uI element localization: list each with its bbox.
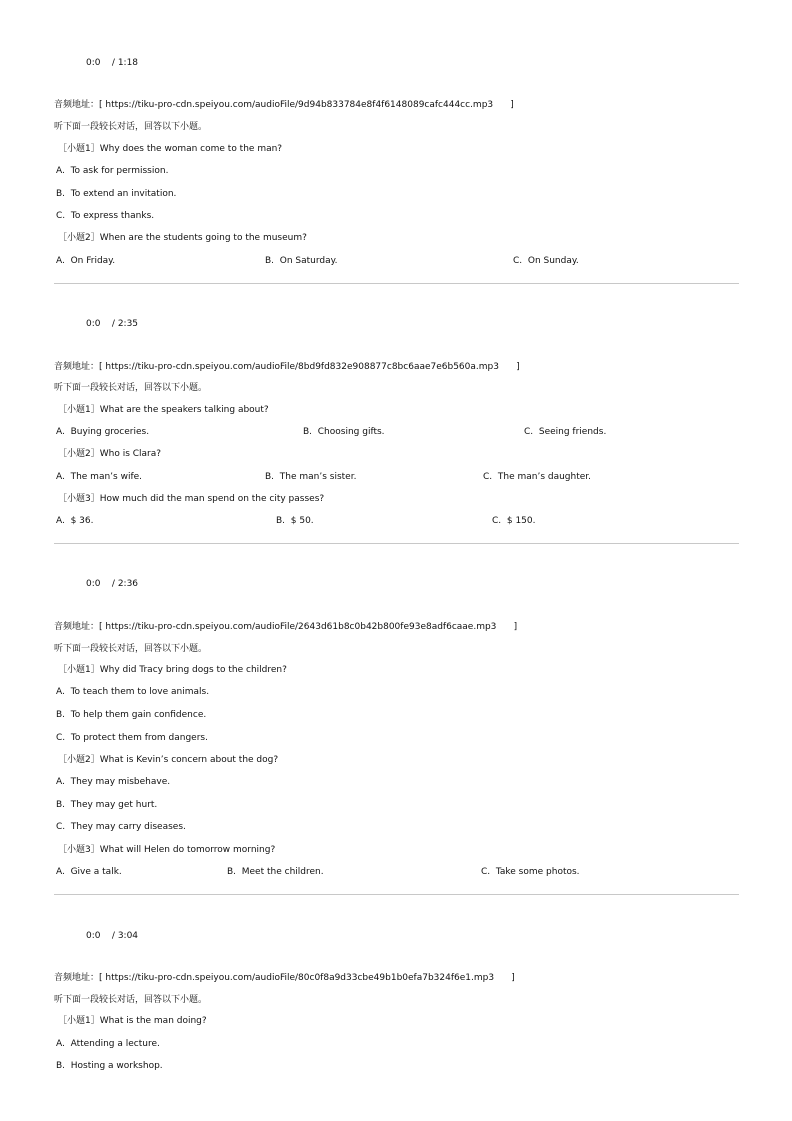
option-a[interactable]: A. $ 36. xyxy=(56,516,94,526)
instruction: 听下面一段较长对话，回答以下小题。 xyxy=(54,995,208,1005)
option-c[interactable]: C. Seeing friends. xyxy=(524,427,607,437)
question-prompt: ［小题1］Why did Tracy bring dogs to the children? xyxy=(58,665,287,675)
option-c[interactable]: C. They may carry diseases. xyxy=(56,822,186,832)
option-a[interactable]: A. The man’s wife. xyxy=(56,472,143,482)
instruction: 听下面一段较长对话，回答以下小题。 xyxy=(54,644,208,654)
option-a[interactable]: A. Give a talk. xyxy=(56,867,122,877)
option-a[interactable]: A. To teach them to love animals. xyxy=(56,687,210,697)
question-prompt: ［小题2］When are the students going to the museum? xyxy=(58,233,307,243)
section-divider xyxy=(54,894,739,895)
audio-address-label: 音频地址： xyxy=(54,362,100,372)
option-b[interactable]: B. The man’s sister. xyxy=(265,472,357,482)
option-c[interactable]: C. On Sunday. xyxy=(513,256,579,266)
option-c[interactable]: C. Take some photos. xyxy=(481,867,580,877)
instruction: 听下面一段较长对话，回答以下小题。 xyxy=(54,383,208,393)
question-prompt: ［小题2］What is Kevin’s concern about the dog? xyxy=(58,755,279,765)
audio-time: 0:0 / 2:36 xyxy=(86,579,139,589)
audio-url[interactable]: [ https://tiku-pro-cdn.speiyou.com/audioFile/8bd9fd832e908877c8bc6aae7e6b560a.mp3 ] xyxy=(99,362,520,372)
option-b[interactable]: B. They may get hurt. xyxy=(56,800,158,810)
option-a[interactable]: A. Buying groceries. xyxy=(56,427,150,437)
section-divider xyxy=(54,283,739,284)
audio-address xyxy=(54,973,515,984)
audio-time: 0:0 / 1:18 xyxy=(86,58,139,68)
audio-address xyxy=(54,622,517,633)
option-a[interactable]: A. Attending a lecture. xyxy=(56,1039,160,1049)
option-b[interactable]: B. To help them gain confidence. xyxy=(56,710,207,720)
question-prompt: ［小题2］Who is Clara? xyxy=(58,449,162,459)
option-b[interactable]: B. Hosting a workshop. xyxy=(56,1061,163,1071)
audio-address-label: 音频地址： xyxy=(54,100,100,110)
instruction: 听下面一段较长对话，回答以下小题。 xyxy=(54,122,208,132)
question-prompt: ［小题3］How much did the man spend on the city passes? xyxy=(58,494,325,504)
option-a[interactable]: A. To ask for permission. xyxy=(56,166,169,176)
option-b[interactable]: B. On Saturday. xyxy=(265,256,338,266)
audio-url[interactable]: [ https://tiku-pro-cdn.speiyou.com/audioFile/2643d61b8c0b42b800fe93e8adf6caae.mp3 ] xyxy=(99,622,518,632)
option-b[interactable]: B. Choosing gifts. xyxy=(303,427,385,437)
audio-address xyxy=(54,362,520,373)
audio-url[interactable]: [ https://tiku-pro-cdn.speiyou.com/audioFile/9d94b833784e8f4f6148089cafc444cc.mp3 ] xyxy=(99,100,514,110)
option-a[interactable]: A. On Friday. xyxy=(56,256,116,266)
question-prompt: ［小题3］What will Helen do tomorrow morning? xyxy=(58,845,276,855)
option-c[interactable]: C. To express thanks. xyxy=(56,211,155,221)
option-a[interactable]: A. They may misbehave. xyxy=(56,777,171,787)
question-prompt: ［小题1］Why does the woman come to the man? xyxy=(58,144,283,154)
option-c[interactable]: C. $ 150. xyxy=(492,516,536,526)
audio-address xyxy=(54,100,514,111)
question-prompt: ［小题1］What are the speakers talking about? xyxy=(58,405,269,415)
question-prompt: ［小题1］What is the man doing? xyxy=(58,1016,207,1026)
audio-url[interactable]: [ https://tiku-pro-cdn.speiyou.com/audioFile/80c0f8a9d33cbe49b1b0efa7b324f6e1.mp3 ] xyxy=(99,973,515,983)
audio-time: 0:0 / 2:35 xyxy=(86,319,139,329)
option-b[interactable]: B. Meet the children. xyxy=(227,867,324,877)
audio-address-label: 音频地址： xyxy=(54,622,100,632)
section-divider xyxy=(54,543,739,544)
option-b[interactable]: B. To extend an invitation. xyxy=(56,189,177,199)
audio-time: 0:0 / 3:04 xyxy=(86,931,139,941)
option-b[interactable]: B. $ 50. xyxy=(276,516,314,526)
audio-address-label: 音频地址： xyxy=(54,973,100,983)
option-c[interactable]: C. The man’s daughter. xyxy=(483,472,592,482)
option-c[interactable]: C. To protect them from dangers. xyxy=(56,733,208,743)
